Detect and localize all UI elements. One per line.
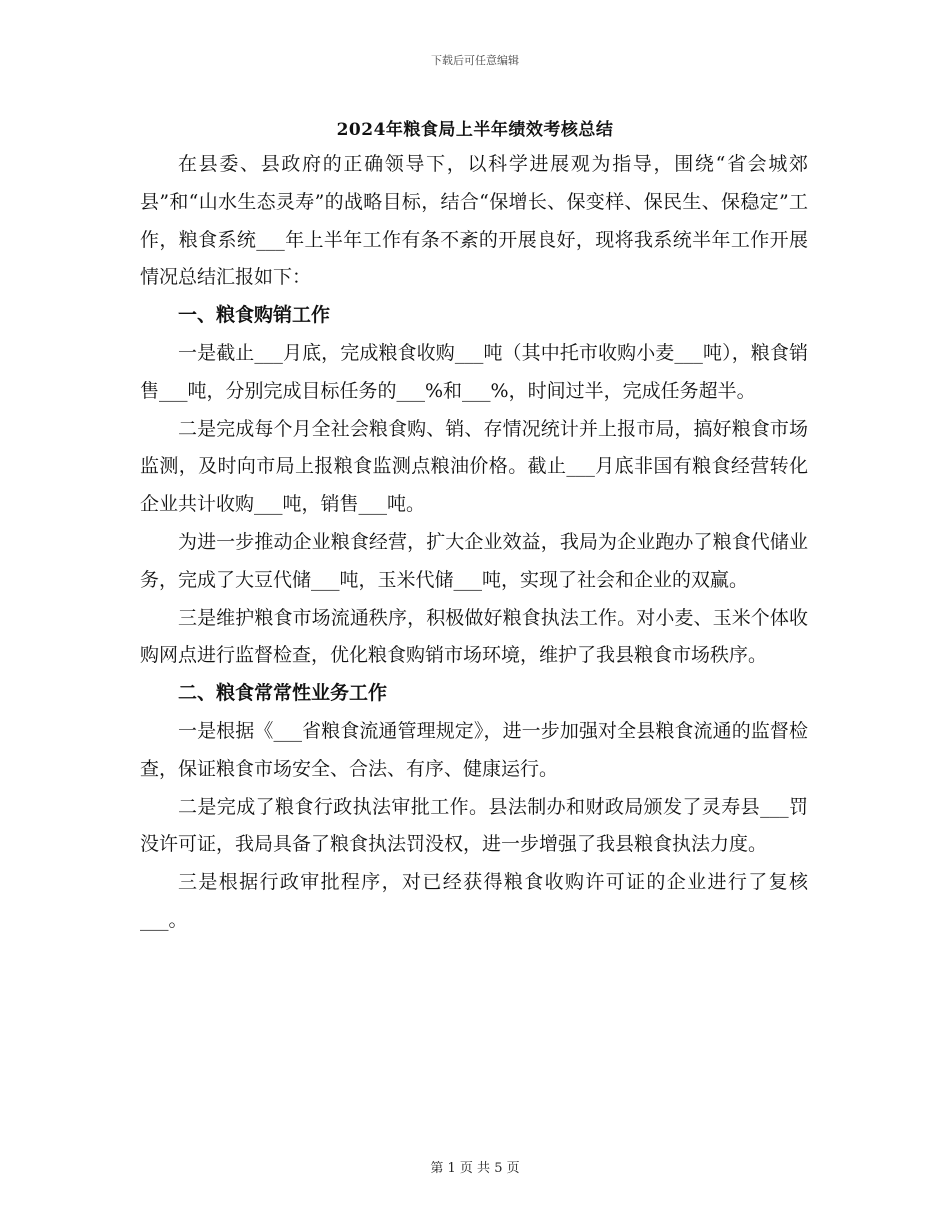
paragraph: 二是完成了粮食行政执法审批工作。县法制办和财政局颁发了灵寿县___罚没许可证，我局具备了粮食执法罚没权，进一步增强了我县粮食执法力度。 xyxy=(140,795,808,856)
intro-paragraph: 在县委、县政府的正确领导下，以科学进展观为指导，围绕“省会城郊县”和“山水生态灵寿”的战略目标，结合“保增长、保变样、保民生、保稳定”工作，粮食系统___年上半年工作有条不紊的开展良好，现将我系统半年工作开展情况总结汇报如下： xyxy=(140,153,808,289)
download-note: 下载后可任意编辑 xyxy=(431,54,519,67)
section-heading-purchase-sales: 一、粮食购销工作 xyxy=(178,304,331,327)
paragraph: 一是截止___月底，完成粮食收购___吨（其中托市收购小麦___吨），粮食销售___吨，分别完成目标任务的___%和___%，时间过半，完成任务超半。 xyxy=(140,341,808,402)
document-title: 2024年粮食局上半年绩效考核总结 xyxy=(336,120,614,140)
paragraph: 为进一步推动企业粮食经营，扩大企业效益，我局为企业跑办了粮食代储业务，完成了大豆代储___吨，玉米代储___吨，实现了社会和企业的双赢。 xyxy=(140,530,808,591)
section-heading-routine-work: 二、粮食常常性业务工作 xyxy=(178,682,388,705)
page-indicator: 第 1 页 共 5 页 xyxy=(430,1161,520,1176)
paragraph: 三是维护粮食市场流通秩序，积极做好粮食执法工作。对小麦、玉米个体收购网点进行监督检查，优化粮食购销市场环境，维护了我县粮食市场秩序。 xyxy=(140,606,808,667)
paragraph: 二是完成每个月全社会粮食购、销、存情况统计并上报市局，搞好粮食市场监测，及时向市局上报粮食监测点粮油价格。截止___月底非国有粮食经营转化企业共计收购___吨，销售___吨。 xyxy=(140,417,808,516)
paragraph: 一是根据《___省粮食流通管理规定》，进一步加强对全县粮食流通的监督检查，保证粮食市场安全、合法、有序、健康运行。 xyxy=(140,719,808,780)
document-body xyxy=(140,146,808,940)
paragraph: 三是根据行政审批程序，对已经获得粮食收购许可证的企业进行了复核___。 xyxy=(140,871,808,931)
